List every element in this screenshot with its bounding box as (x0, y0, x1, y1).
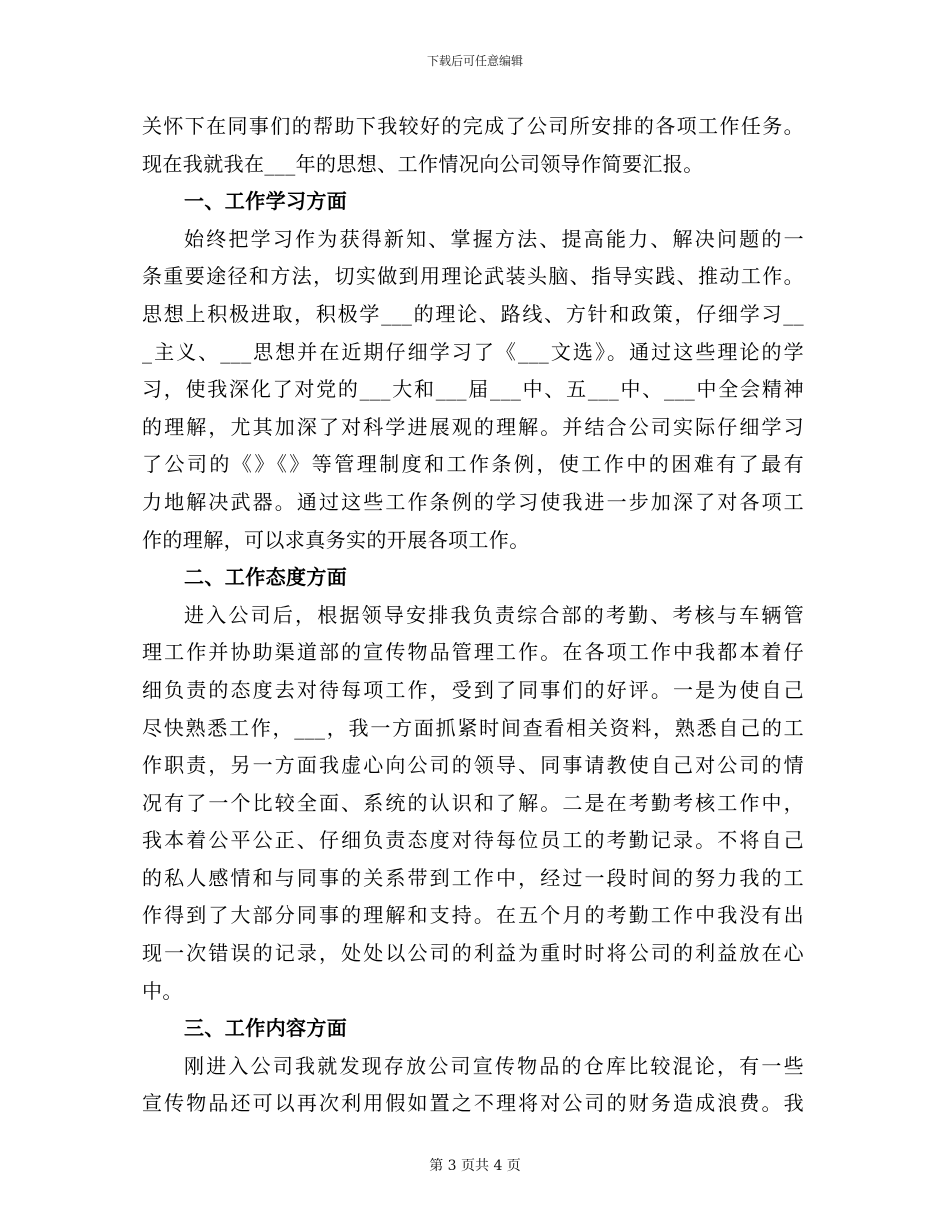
text-line: 现一次错误的记录，处处以公司的利益为重时时将公司的利益放在心 (142, 941, 804, 966)
text-line: 作职责，另一方面我虚心向公司的领导、同事请教使自己对公司的情 (142, 753, 804, 778)
section-heading-content: 三、工作内容方面 (184, 1016, 348, 1041)
text-line: 作得到了大部分同事的理解和支持。在五个月的考勤工作中我没有出 (142, 903, 804, 928)
text-line: 力地解决武器。通过这些工作条例的学习使我进一步加深了对各项工 (142, 489, 804, 514)
text-line: 宣传物品还可以再次利用假如置之不理将对公司的财务造成浪费。我 (142, 1091, 804, 1116)
section-heading-study: 一、工作学习方面 (184, 189, 348, 214)
text-line: 现在我就我在___年的思想、工作情况向公司领导作简要汇报。 (142, 151, 704, 176)
text-line: 进入公司后，根据领导安排我负责综合部的考勤、考核与车辆管 (184, 602, 804, 627)
text-line: 况有了一个比较全面、系统的认识和了解。二是在考勤考核工作中， (142, 790, 804, 815)
section-heading-attitude: 二、工作态度方面 (184, 565, 348, 590)
document-body (142, 108, 804, 1123)
text-line: 条重要途径和方法，切实做到用理论武装头脑、指导实践、推动工作。 (142, 264, 804, 289)
text-line: 的私人感情和与同事的关系带到工作中，经过一段时间的努力我的工 (142, 865, 804, 890)
text-line: _主义、___思想并在近期仔细学习了《___文选》。通过这些理论的学 (142, 339, 804, 364)
text-line: 思想上积极进取，积极学___的理论、路线、方针和政策，仔细学习__ (142, 301, 804, 326)
text-line: 细负责的态度去对待每项工作，受到了同事们的好评。一是为使自己 (142, 677, 804, 702)
text-line: 了公司的《》《》等管理制度和工作条例，使工作中的困难有了最有 (142, 452, 804, 477)
text-line: 关怀下在同事们的帮助下我较好的完成了公司所安排的各项工作任务。 (142, 114, 804, 138)
text-line: 刚进入公司我就发现存放公司宣传物品的仓库比较混论，有一些 (184, 1053, 804, 1078)
page-number: 第 3 页共 4 页 (429, 1158, 521, 1174)
page-header: 下载后可任意编辑 (426, 54, 523, 68)
text-line: 理工作并协助渠道部的宣传物品管理工作。在各项工作中我都本着仔 (142, 640, 804, 665)
text-line: 尽快熟悉工作，___，我一方面抓紧时间查看相关资料，熟悉自己的工 (142, 715, 804, 740)
text-line: 始终把学习作为获得新知、掌握方法、提高能力、解决问题的一 (184, 226, 804, 251)
text-line: 的理解，尤其加深了对科学进展观的理解。并结合公司实际仔细学习 (142, 414, 804, 439)
text-line: 习，使我深化了对党的___大和___届___中、五___中、___中全会精神 (142, 377, 804, 402)
text-line: 作的理解，可以求真务实的开展各项工作。 (142, 527, 530, 552)
text-line: 中。 (142, 978, 183, 1003)
text-line: 我本着公平公正、仔细负责态度对待每位员工的考勤记录。不将自己 (142, 828, 804, 853)
